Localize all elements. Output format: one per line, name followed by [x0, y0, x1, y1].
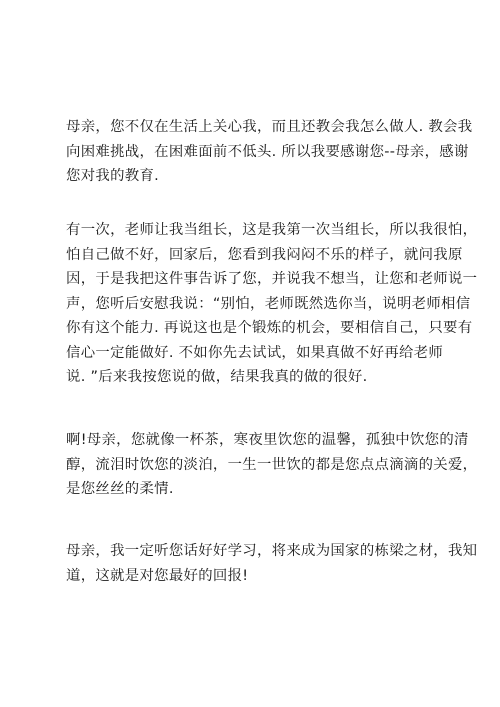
paragraph-line: 醇，流泪时饮您的淡泊，一生一世饮的都是您点点滴滴的关爱， [66, 456, 478, 473]
paragraph-1 [66, 115, 473, 189]
paragraph-line: 怕自己做不好，回家后，您看到我闷闷不乐的样子，就问我原 [66, 246, 463, 263]
paragraph-line: 你有这个能力. 再说这也是个锻炼的机会，要相信自己，只要有 [66, 320, 473, 336]
paragraph-line: 您对我的教育. [66, 168, 160, 184]
paragraph-line: 是您丝丝的柔情. [66, 481, 174, 497]
paragraph-line: 啊!母亲，您就像一杯茶，寒夜里饮您的温馨，孤独中饮您的清 [66, 432, 469, 448]
paragraph-line: 信心一定能做好. 不如你先去试试，如果真做不好再给老师 [66, 344, 444, 361]
paragraph-line: 道，这就是对您最好的回报! [66, 567, 249, 584]
paragraph-line: 母亲，我一定听您话好好学习，将来成为国家的栋梁之材，我知 [66, 543, 478, 559]
paragraph-line: 母亲，您不仅在生活上关心我，而且还教会我怎么做人. 教会我 [66, 119, 473, 135]
paragraph-line: 声，您听后安慰我说：“别怕，老师既然选你当，说明老师相信 [66, 295, 471, 312]
paragraph-2 [66, 218, 478, 390]
paragraph-line: 向困难挑战，在困难面前不低头. 所以我要感谢您--母亲，感谢 [66, 143, 469, 160]
paragraph-4 [66, 539, 478, 588]
paragraph-line: 说. ”后来我按您说的做，结果我真的做的很好. [66, 369, 368, 385]
paragraph-line: 因，于是我把这件事告诉了您，并说我不想当，让您和老师说一 [66, 271, 478, 287]
paragraph-line: 有一次，老师让我当组长，这是我第一次当组长，所以我很怕， [66, 222, 478, 238]
paragraph-3 [66, 428, 478, 502]
